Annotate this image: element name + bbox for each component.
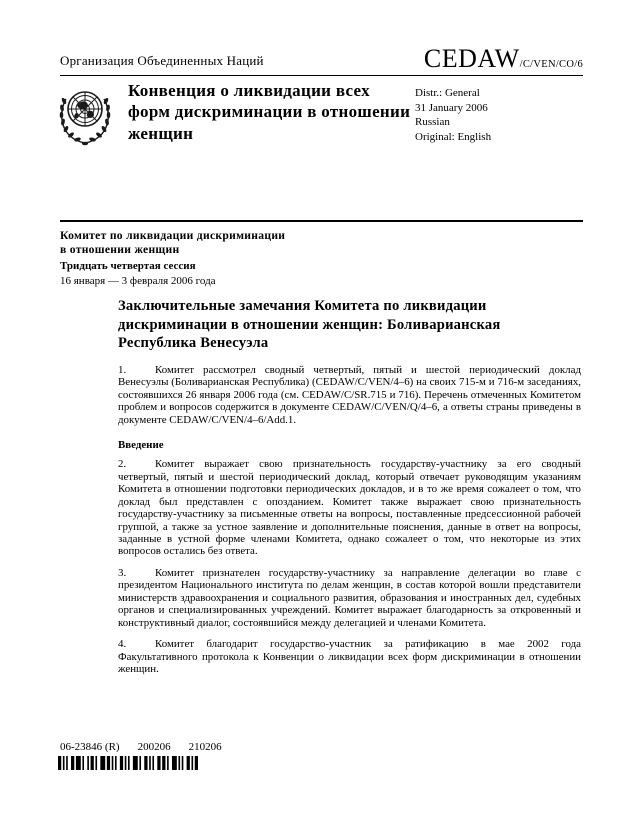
committee-block xyxy=(60,229,285,288)
document-symbol xyxy=(424,44,583,74)
paragraph-3-text: Комитет признателен государству-участнику за направление делегации во главе с президентом Национального института по делам женщин, в состав которой вошли представители министерств здравоохранения и социального развития, образования и иностранных дел, судебных органов и специализированных учреждений. Комитет выражает благодарность за откровенный и конструктивный диалог, состоявшийся между делегацией и членами Комитета. xyxy=(118,566,581,629)
committee-name-line1: Комитет по ликвидации дискриминации xyxy=(60,229,286,242)
paragraph-4 xyxy=(118,638,581,675)
paragraph-2-number: 2. xyxy=(118,458,127,471)
footer-code-2: 210206 xyxy=(188,741,222,753)
paragraph-2-text: Комитет выражает свою признательность государству-участнику за его сводный четвертый, пятый и шестой периодический доклад, который отвечает руководящим указаниям Комитета в отношении подготовки периодических докладов, и в то же время сожалеет о том, что доклад был представлен с опозданием. Комитет также выражает свою признательность государству-участнику за письменные ответы на вопросы, поставленные предсессионной рабочей группой, а также за устное заявление и дополнительные пояснения, данные в ответ на вопросы, заданные в устной форме членами Комитета, однако сожалеет о том, что некоторые из этих вопросов остались без ответа. xyxy=(118,458,581,558)
paragraph-1 xyxy=(118,364,581,426)
footer-doc-number: 06-23846 (R) xyxy=(60,741,120,753)
section-heading-introduction: Введение xyxy=(118,439,164,452)
section-divider xyxy=(60,220,583,222)
footer-code-1: 200206 xyxy=(137,741,171,753)
convention-title: Конвенция о ликвидации всех форм дискриминации в отношении женщин xyxy=(128,81,411,143)
distr-language: Russian xyxy=(415,116,450,129)
distr-original: Original: English xyxy=(415,130,492,143)
paragraph-4-number: 4. xyxy=(118,638,127,651)
un-org-name: Организация Объединенных Наций xyxy=(60,53,264,68)
document-symbol-main: CEDAW xyxy=(423,44,520,73)
masthead-divider xyxy=(60,75,583,76)
document-symbol-suffix: /C/VEN/CO/6 xyxy=(519,59,583,70)
session-dates: 16 января — 3 февраля 2006 года xyxy=(60,274,216,287)
distr-date: 31 January 2006 xyxy=(415,101,488,114)
paragraph-2 xyxy=(118,458,581,558)
document-body xyxy=(118,297,581,685)
paragraph-3 xyxy=(118,567,581,629)
paragraph-3-number: 3. xyxy=(118,566,127,579)
document-title: Заключительные замечания Комитета по ликвидации дискриминации в отношении женщин: Боливарианская Республика Венесуэла xyxy=(118,298,501,352)
footer-document-id xyxy=(60,741,222,753)
committee-name-line2: в отношении женщин xyxy=(60,243,180,257)
paragraph-1-text: Комитет рассмотрел сводный четвертый, пятый и шестой периодический доклад Венесуэлы (Боливарианская Республика) (CEDAW/C/VEN/4–6) на своих 715-м и 716-м заседаниях, состоявшихся 26 января 2006 года (см. CEDAW/C/SR.715 и 716). Перечень отмеченных Комитетом проблем и вопросов содержится в документе CEDAW/C/VEN/Q/4–6, а ответы страны приведены в документе CEDAW/C/VEN/4–6/Add.1. xyxy=(118,364,581,426)
paragraph-4-text: Комитет благодарит государство-участник за ратификацию в мае 2002 года Факультативного протокола к Конвенции о ликвидации всех форм дискриминации в отношении женщин. xyxy=(118,638,581,676)
distribution-block xyxy=(415,86,491,144)
barcode xyxy=(58,756,198,775)
session-title: Тридцать четвертая сессия xyxy=(60,260,196,273)
distr-type: Distr.: General xyxy=(415,87,480,99)
paragraph-1-number: 1. xyxy=(118,364,127,377)
un-emblem-icon xyxy=(56,84,114,148)
